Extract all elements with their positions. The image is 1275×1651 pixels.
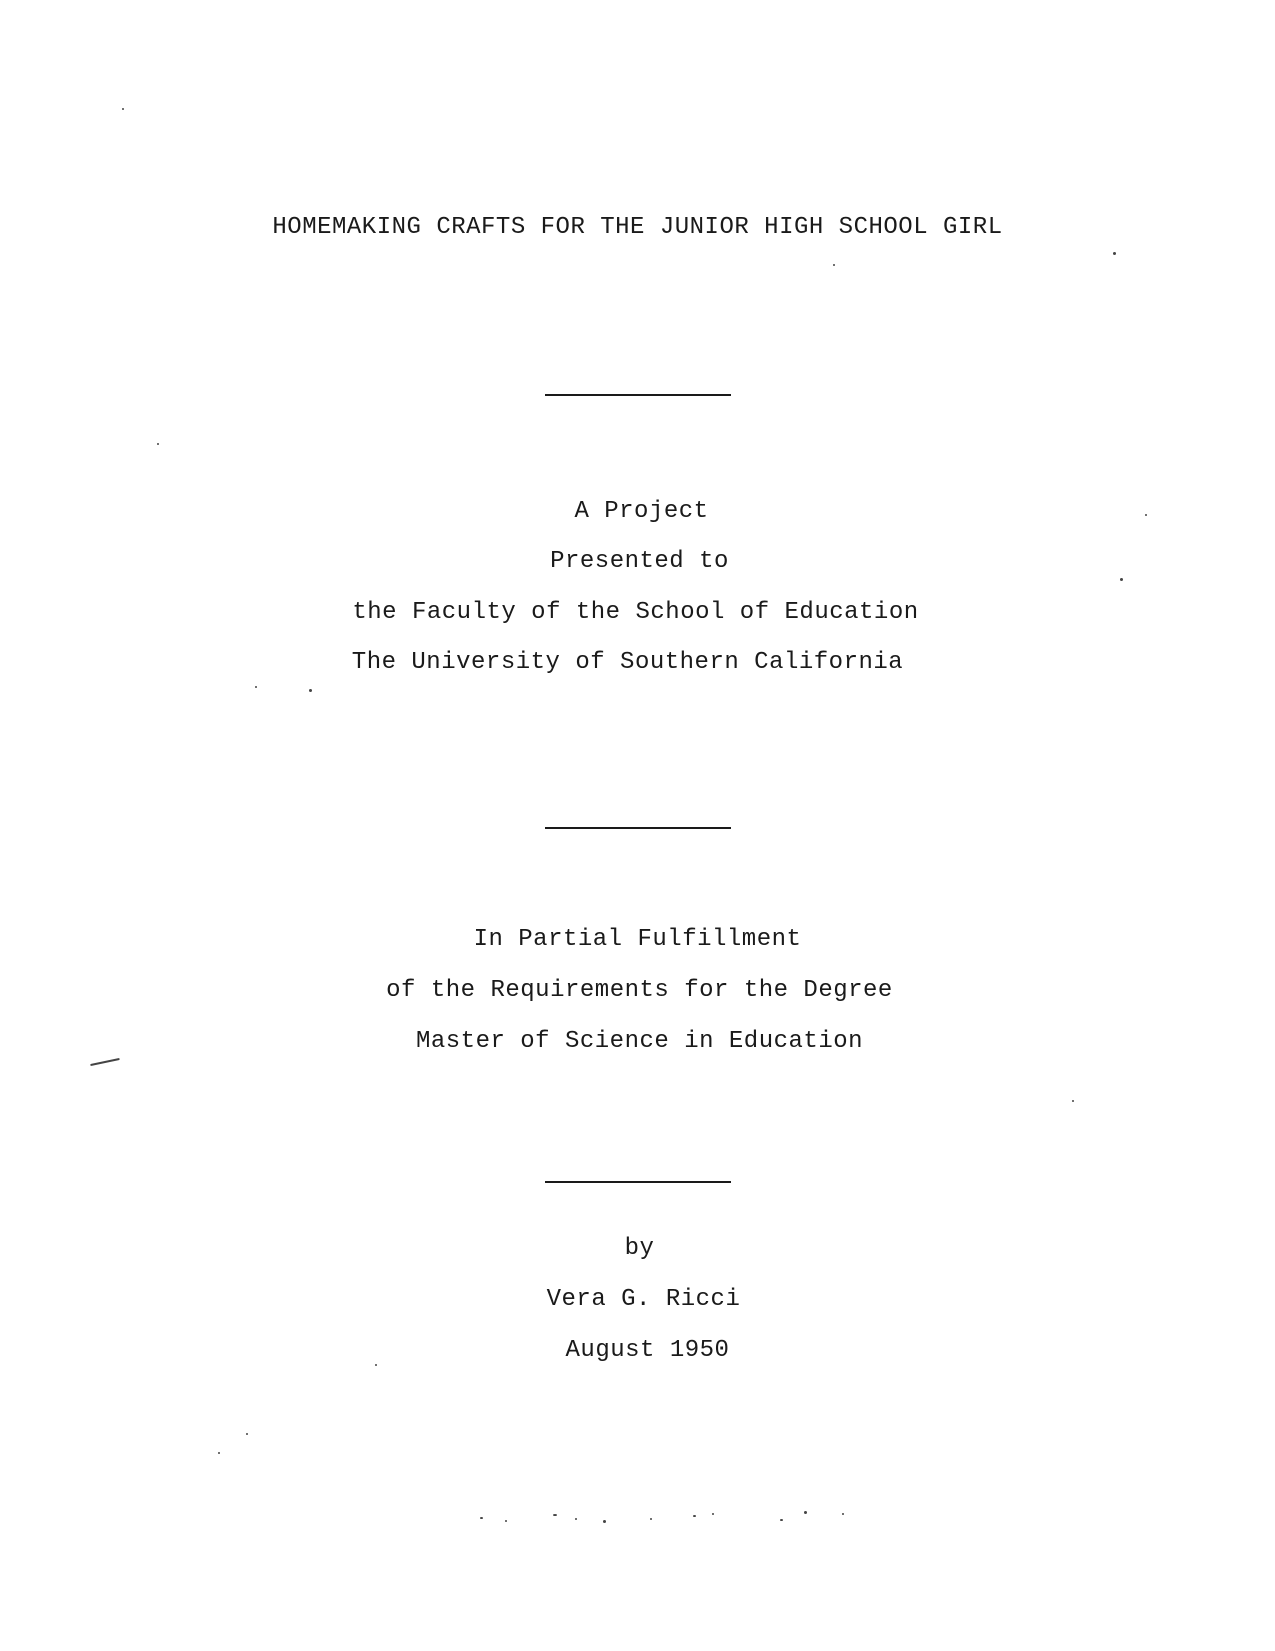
scan-speck [603, 1520, 606, 1523]
scan-speck [553, 1514, 557, 1516]
scan-speck [575, 1518, 577, 1520]
scan-speck [218, 1452, 220, 1454]
fulfillment-line-3: Master of Science in Education [415, 1028, 864, 1055]
scan-speck [246, 1433, 248, 1435]
scan-speck [480, 1517, 483, 1519]
presentation-line-3: the Faculty of the School of Education [352, 599, 919, 626]
scan-speck [1072, 1100, 1074, 1102]
scan-speck [375, 1364, 377, 1366]
document-title: HOMEMAKING CRAFTS FOR THE JUNIOR HIGH SCHOOL GIRL [272, 214, 1003, 241]
presentation-line-4: The University of Southern California [351, 649, 904, 676]
scan-speck [1113, 252, 1116, 255]
presentation-line-1: A Project [574, 498, 709, 525]
scan-speck [309, 689, 312, 692]
scan-speck [90, 1058, 120, 1066]
section-divider-3 [545, 1181, 731, 1183]
scan-speck [842, 1513, 844, 1515]
scan-speck [712, 1513, 714, 1515]
by-line: by [624, 1235, 655, 1262]
section-divider-1 [545, 394, 731, 396]
scan-speck [255, 686, 257, 688]
scan-speck [780, 1519, 783, 1521]
scan-speck [693, 1515, 696, 1517]
scan-speck [157, 443, 159, 445]
scan-speck [650, 1518, 652, 1520]
presentation-line-2: Presented to [550, 548, 729, 575]
submission-date: August 1950 [565, 1337, 730, 1364]
scan-speck [1120, 578, 1123, 581]
scan-speck [1145, 514, 1147, 516]
scan-speck [122, 108, 124, 110]
fulfillment-line-2: of the Requirements for the Degree [386, 977, 893, 1004]
scan-speck [833, 264, 835, 266]
section-divider-2 [545, 827, 731, 829]
scan-speck [505, 1520, 507, 1522]
fulfillment-line-1: In Partial Fulfillment [473, 926, 802, 953]
scan-speck [804, 1511, 807, 1514]
author-name: Vera G. Ricci [546, 1286, 741, 1313]
